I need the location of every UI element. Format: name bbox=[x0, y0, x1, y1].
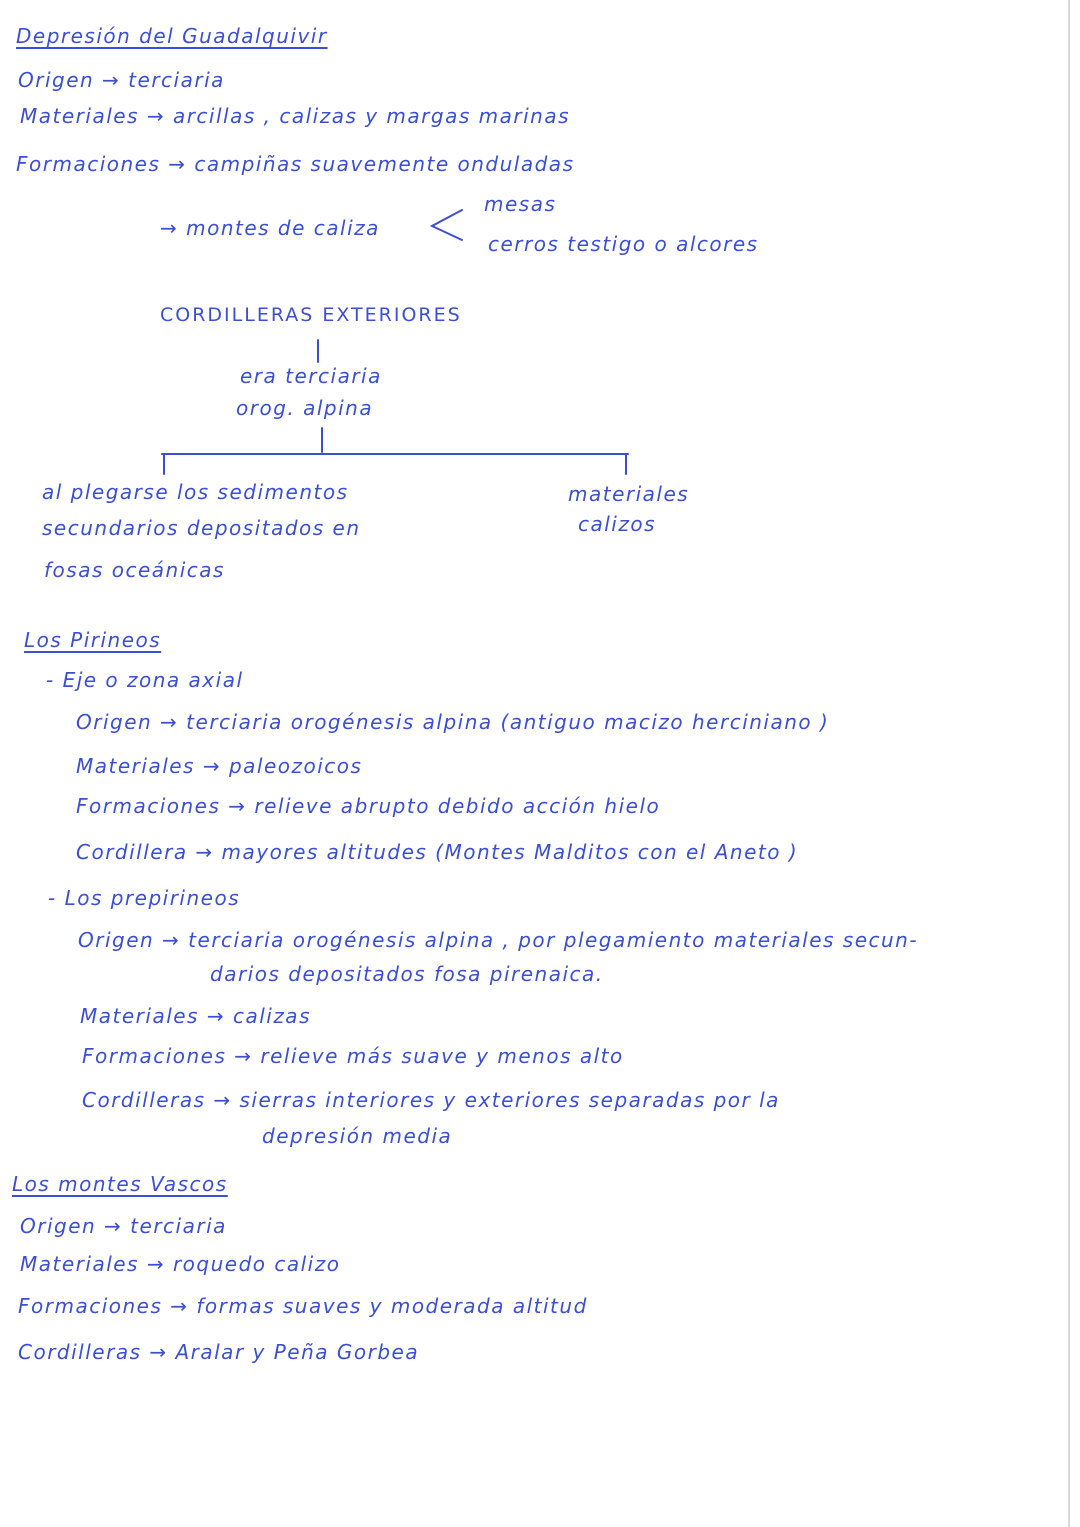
pirineos-pre-cordilleras-2: depresión media bbox=[262, 1124, 453, 1148]
branch-bracket bbox=[432, 210, 462, 240]
section-title-vascos: Los montes Vascos bbox=[12, 1172, 228, 1196]
pirineos-eje-origen: Origen → terciaria orogénesis alpina (antiguo macizo herciniano ) bbox=[76, 710, 830, 734]
cordilleras-left-3: fosas oceánicas bbox=[44, 558, 225, 582]
pirineos-eje: - Eje o zona axial bbox=[46, 668, 244, 692]
vascos-cordilleras: Cordilleras → Aralar y Peña Gorbea bbox=[18, 1340, 420, 1364]
guadalquivir-formaciones: Formaciones → campiñas suavemente onduladas bbox=[16, 152, 575, 176]
cordilleras-left-1: al plegarse los sedimentos bbox=[42, 480, 349, 504]
pirineos-eje-materiales: Materiales → paleozoicos bbox=[76, 754, 363, 778]
guadalquivir-mesas: mesas bbox=[484, 192, 557, 216]
vascos-origen: Origen → terciaria bbox=[20, 1214, 227, 1238]
pirineos-pre-origen-1: Origen → terciaria orogénesis alpina , por plegamiento materiales secun- bbox=[78, 928, 919, 952]
guadalquivir-cerros: cerros testigo o alcores bbox=[488, 232, 759, 256]
vascos-materiales: Materiales → roquedo calizo bbox=[20, 1252, 341, 1276]
pirineos-eje-cordillera: Cordillera → mayores altitudes (Montes Malditos con el Aneto ) bbox=[76, 840, 799, 864]
guadalquivir-origen: Origen → terciaria bbox=[18, 68, 225, 92]
pirineos-pre-materiales: Materiales → calizas bbox=[80, 1004, 311, 1028]
guadalquivir-materiales: Materiales → arcillas , calizas y margas marinas bbox=[20, 104, 570, 128]
vascos-formaciones: Formaciones → formas suaves y moderada altitud bbox=[18, 1294, 588, 1318]
cordilleras-right-2: calizos bbox=[578, 512, 657, 536]
cordilleras-right-1: materiales bbox=[568, 482, 690, 506]
cordilleras-era: era terciaria bbox=[240, 364, 382, 388]
guadalquivir-montes: → montes de caliza bbox=[160, 216, 380, 240]
pirineos-eje-formaciones: Formaciones → relieve abrupto debido acción hielo bbox=[76, 794, 661, 818]
section-title-pirineos: Los Pirineos bbox=[24, 628, 162, 652]
pirineos-pre-origen-2: darios depositados fosa pirenaica. bbox=[210, 962, 604, 986]
pirineos-pre-cordilleras-1: Cordilleras → sierras interiores y exteriores separadas por la bbox=[82, 1088, 780, 1112]
cordilleras-title: CORDILLERAS EXTERIORES bbox=[160, 304, 462, 326]
pirineos-pre-formaciones: Formaciones → relieve más suave y menos alto bbox=[82, 1044, 624, 1068]
section-title-guadalquivir: Depresión del Guadalquivir bbox=[16, 24, 328, 48]
pirineos-pre: - Los prepirineos bbox=[48, 886, 241, 910]
cordilleras-left-2: secundarios depositados en bbox=[42, 516, 361, 540]
cordilleras-orog: orog. alpina bbox=[236, 396, 374, 420]
